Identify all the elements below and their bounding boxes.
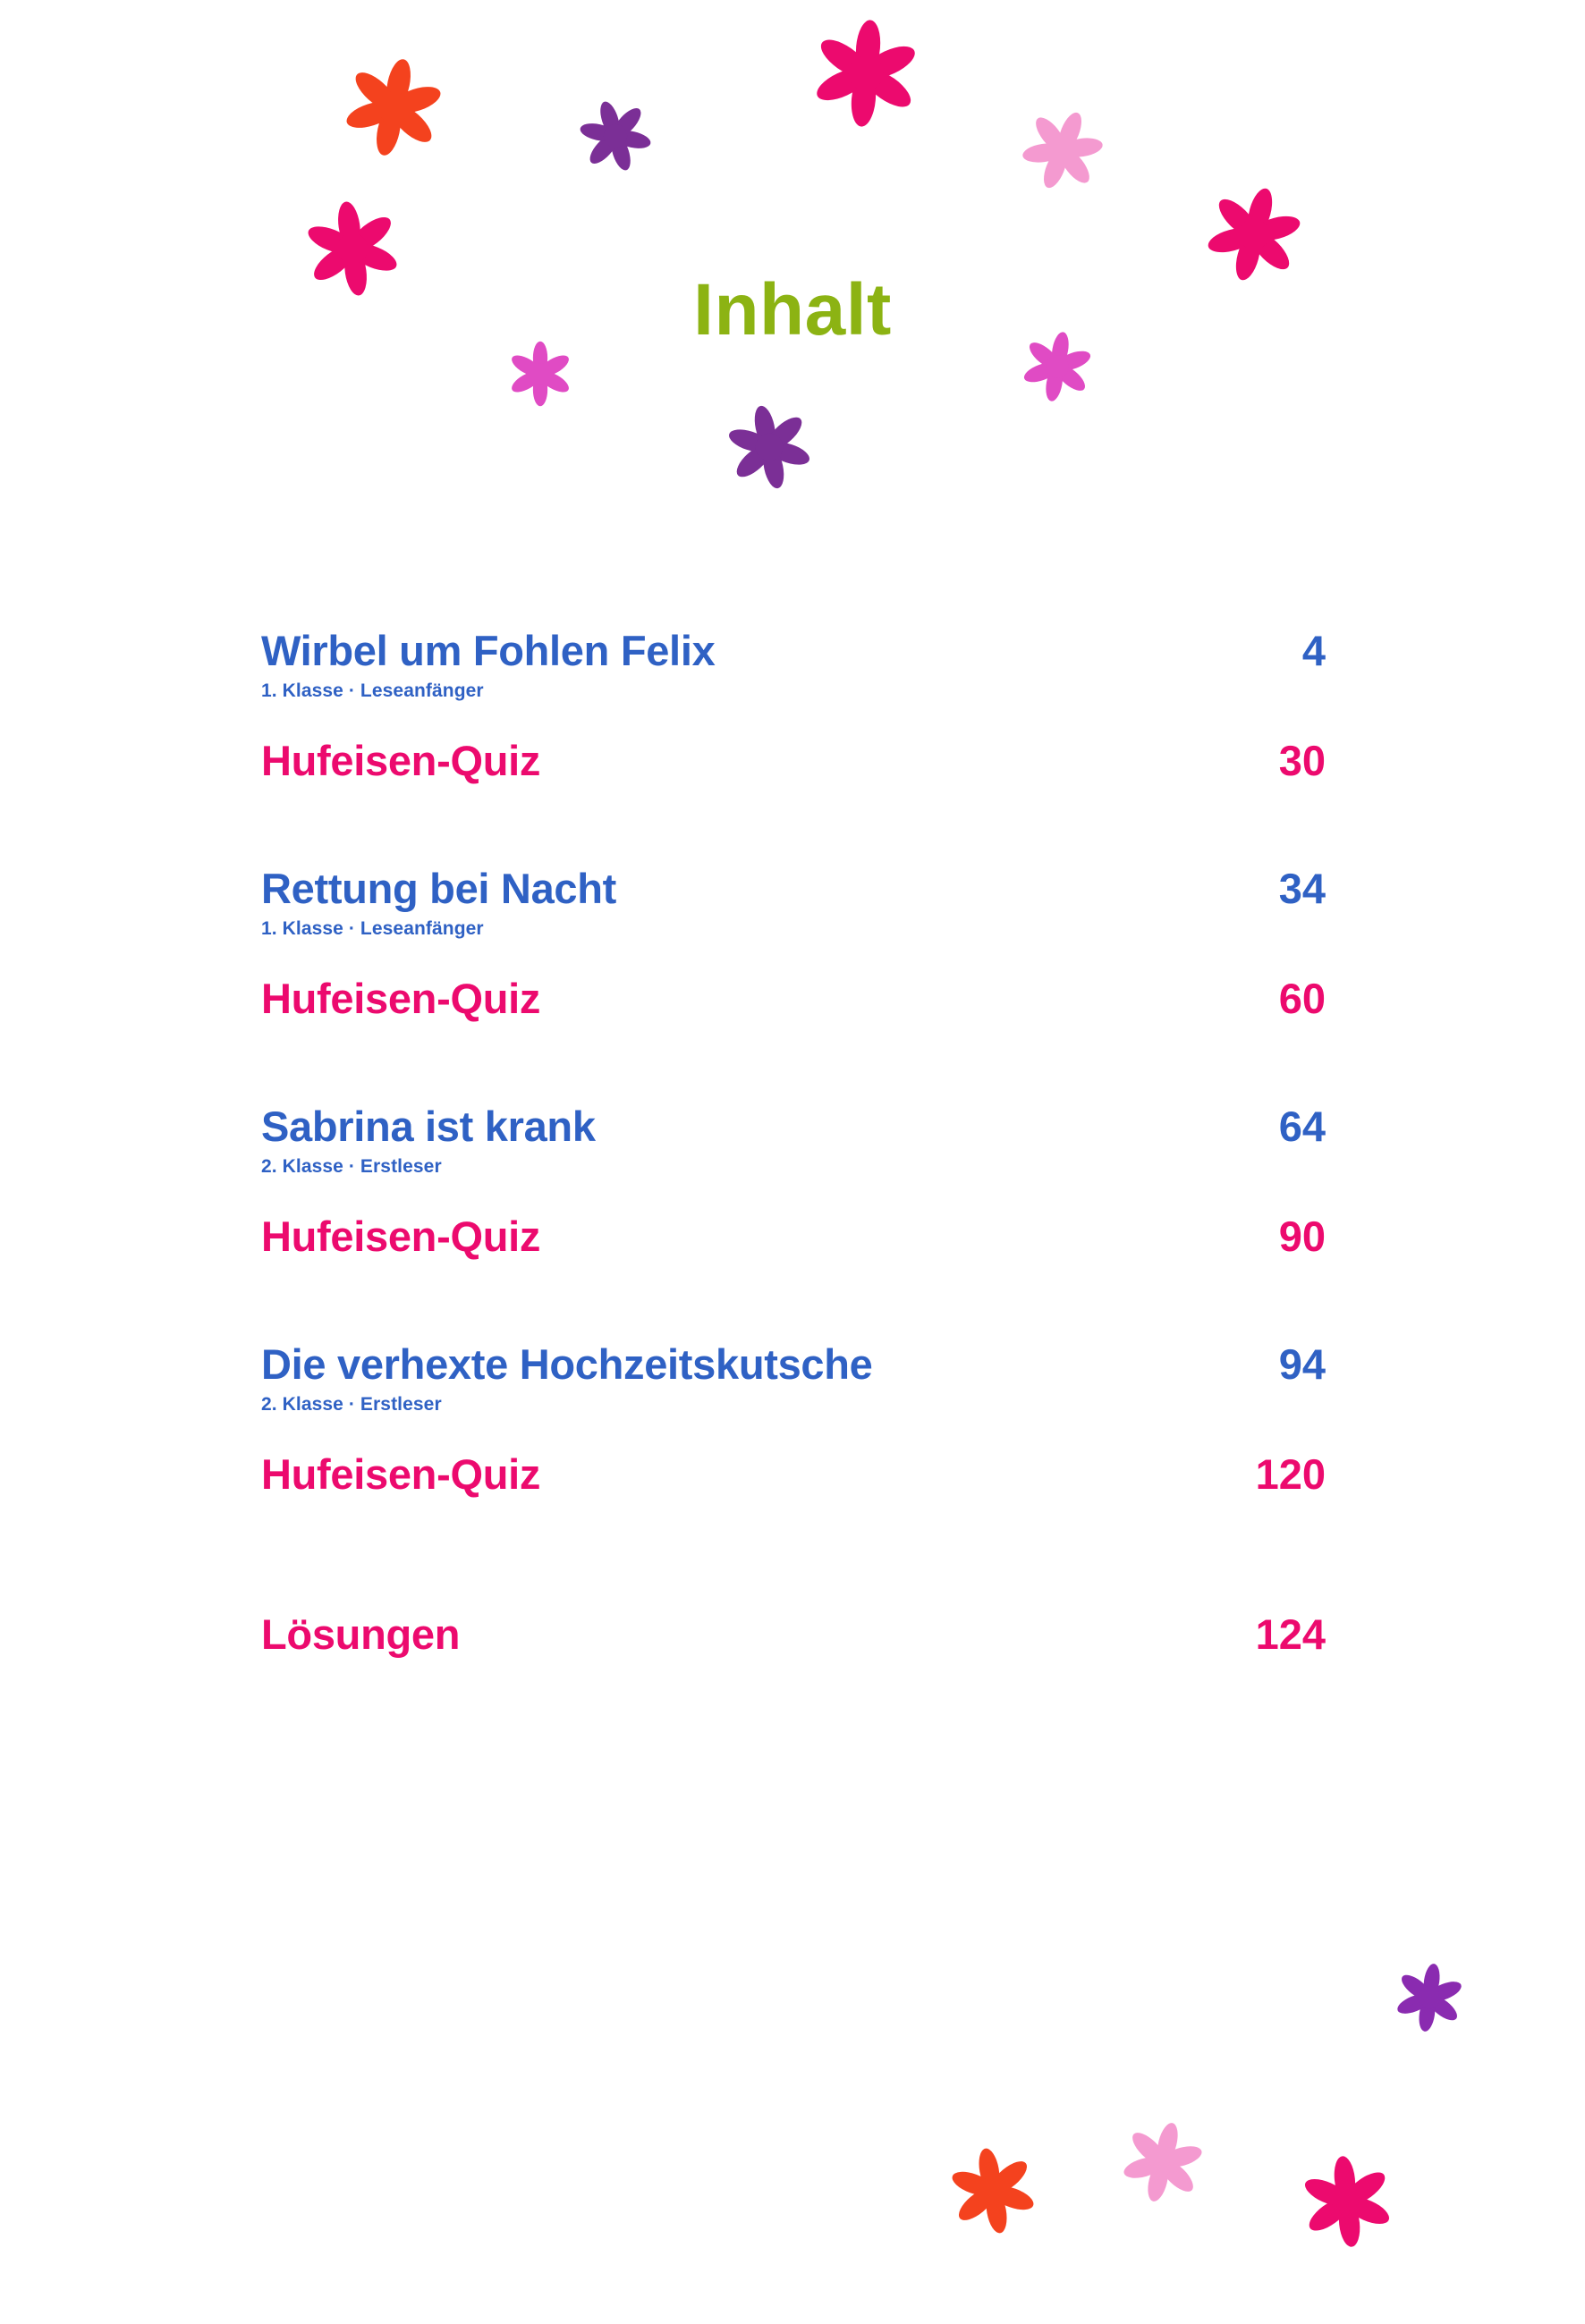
- toc-story-page: 4: [1301, 627, 1326, 674]
- toc-quiz-page: 120: [1255, 1450, 1326, 1498]
- toc-story-page: 94: [1278, 1340, 1326, 1388]
- toc-quiz-page: 90: [1278, 1213, 1326, 1260]
- toc-entry-story[interactable]: [261, 1339, 1326, 1416]
- toc-quiz-title: Hufeisen-Quiz: [261, 1450, 541, 1498]
- flower-lightpink-top-icon: [1009, 97, 1116, 204]
- flower-lightpink-bottom-icon: [1113, 2112, 1213, 2212]
- flower-magenta-bottom-icon: [1296, 2151, 1398, 2252]
- toc-story-title: Die verhexte Hochzeitskutsche: [261, 1340, 873, 1388]
- toc-story-subtitle: 1. Klasse · Leseanfänger: [261, 918, 484, 939]
- toc-entry-story[interactable]: [261, 626, 1326, 702]
- toc-entry-quiz[interactable]: [261, 1449, 1326, 1499]
- toc-group: [261, 1339, 1326, 1499]
- toc-story-subtitle: 2. Klasse · Erstleser: [261, 1394, 442, 1415]
- toc-quiz-page: 60: [1278, 975, 1326, 1022]
- toc-solutions-title: Lösungen: [261, 1610, 461, 1658]
- toc-story-page: 64: [1278, 1103, 1326, 1150]
- flower-purple-bottom-right-icon: [1390, 1958, 1469, 2037]
- toc-entry-quiz[interactable]: [261, 1212, 1326, 1261]
- flower-purple-center-icon: [718, 396, 820, 498]
- toc-entry-quiz[interactable]: [261, 736, 1326, 785]
- toc-group: [261, 1102, 1326, 1261]
- toc-solutions-page: 124: [1255, 1610, 1326, 1658]
- toc-quiz-page: 30: [1278, 737, 1326, 784]
- toc-quiz-title: Hufeisen-Quiz: [261, 1213, 541, 1260]
- toc-entry-story[interactable]: [261, 864, 1326, 940]
- flower-purple-top-icon: [569, 89, 661, 182]
- toc-story-title: Wirbel um Fohlen Felix: [261, 627, 716, 674]
- toc-group: [261, 864, 1326, 1023]
- toc-quiz-title: Hufeisen-Quiz: [261, 975, 541, 1022]
- toc-entry-solutions[interactable]: [261, 1610, 1326, 1659]
- flower-magenta-top-center-icon: [807, 14, 925, 132]
- toc-story-subtitle: 2. Klasse · Erstleser: [261, 1156, 442, 1177]
- toc-entry-quiz[interactable]: [261, 974, 1326, 1023]
- table-of-contents: [261, 626, 1326, 1659]
- toc-story-title: Sabrina ist krank: [261, 1103, 596, 1150]
- page-title: Inhalt: [693, 269, 892, 351]
- toc-story-subtitle: 1. Klasse · Leseanfänger: [261, 680, 484, 701]
- toc-story-page: 34: [1278, 865, 1326, 912]
- toc-group: [261, 626, 1326, 785]
- flower-orange-top-left-icon: [335, 48, 453, 167]
- toc-story-title: Rettung bei Nacht: [261, 865, 617, 912]
- toc-quiz-title: Hufeisen-Quiz: [261, 737, 541, 784]
- flower-orange-bottom-icon: [942, 2140, 1044, 2242]
- toc-entry-story[interactable]: [261, 1102, 1326, 1178]
